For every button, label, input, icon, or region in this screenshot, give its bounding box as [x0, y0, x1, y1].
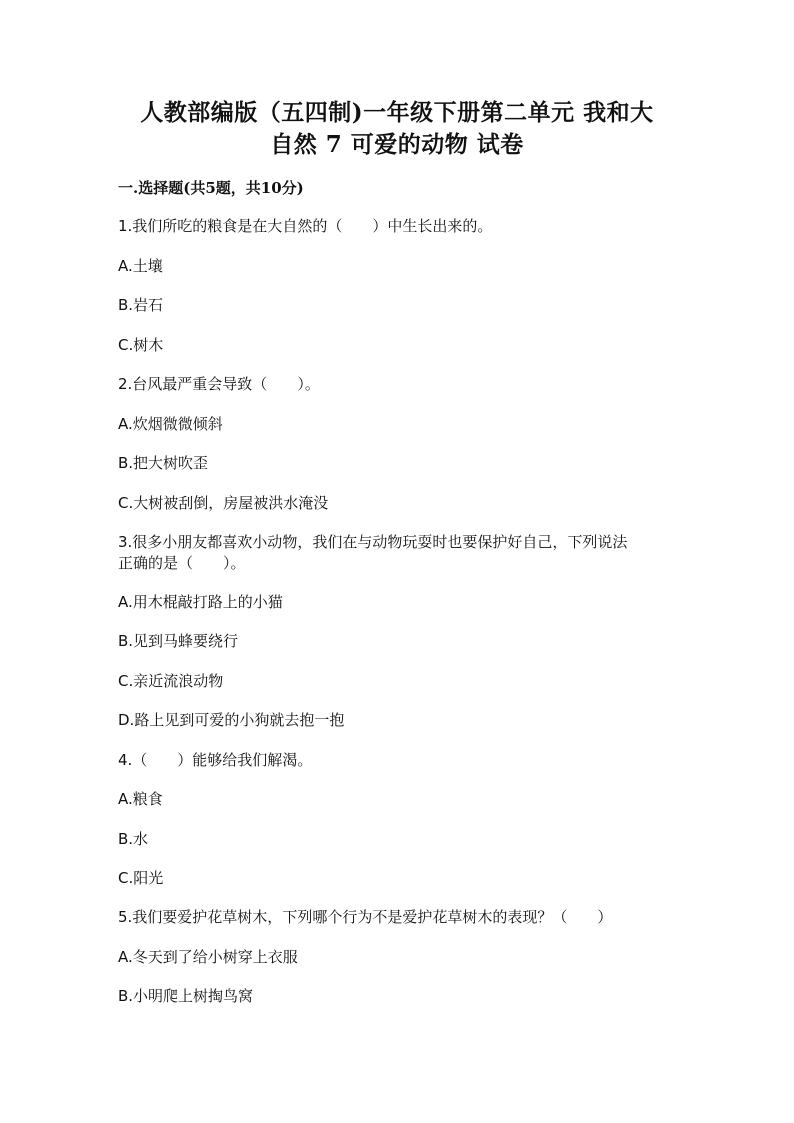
question-2-option-c: C.大树被刮倒，房屋被洪水淹没 — [118, 494, 329, 512]
question-1-stem: 1.我们所吃的粮食是在大自然的（ ）中生长出来的。 — [118, 217, 493, 235]
section-heading: 一.选择题(共5题，共10分) — [118, 179, 304, 197]
question-3-option-c: C.亲近流浪动物 — [118, 672, 224, 690]
question-5-option-b: B.小明爬上树掏鸟窝 — [118, 987, 254, 1005]
question-1-option-c: C.树木 — [118, 336, 164, 354]
question-3-stem-line-1: 3.很多小朋友都喜欢小动物，我们在与动物玩耍时也要保护好自己，下列说法 — [118, 533, 628, 551]
question-3-stem-line-2: 正确的是（ ）。 — [118, 554, 246, 572]
question-1-option-a: A.土壤 — [118, 257, 163, 275]
question-4-option-c: C.阳光 — [118, 869, 164, 887]
question-2-option-b: B.把大树吹歪 — [118, 454, 209, 472]
question-3-option-b: B.见到马蜂要绕行 — [118, 632, 239, 650]
question-4-option-a: A.粮食 — [118, 790, 163, 808]
question-3-option-d: D.路上见到可爱的小狗就去抱一抱 — [118, 711, 345, 729]
question-5-option-a: A.冬天到了给小树穿上衣服 — [118, 948, 298, 966]
question-2-stem: 2.台风最严重会导致（ ）。 — [118, 375, 320, 393]
question-4-stem: 4.（ ）能够给我们解渴。 — [118, 751, 313, 769]
document-title-line-2: 自然 7 可爱的动物 试卷 — [270, 131, 524, 158]
question-1-option-b: B.岩石 — [118, 296, 164, 314]
question-3-option-a: A.用木棍敲打路上的小猫 — [118, 593, 283, 611]
document-title-line-1: 人教部编版（五四制)一年级下册第二单元 我和大 — [140, 99, 654, 126]
question-2-option-a: A.炊烟微微倾斜 — [118, 415, 223, 433]
question-4-option-b: B.水 — [118, 830, 149, 848]
question-5-stem: 5.我们要爱护花草树木，下列哪个行为不是爱护花草树木的表现？（ ） — [118, 908, 613, 926]
